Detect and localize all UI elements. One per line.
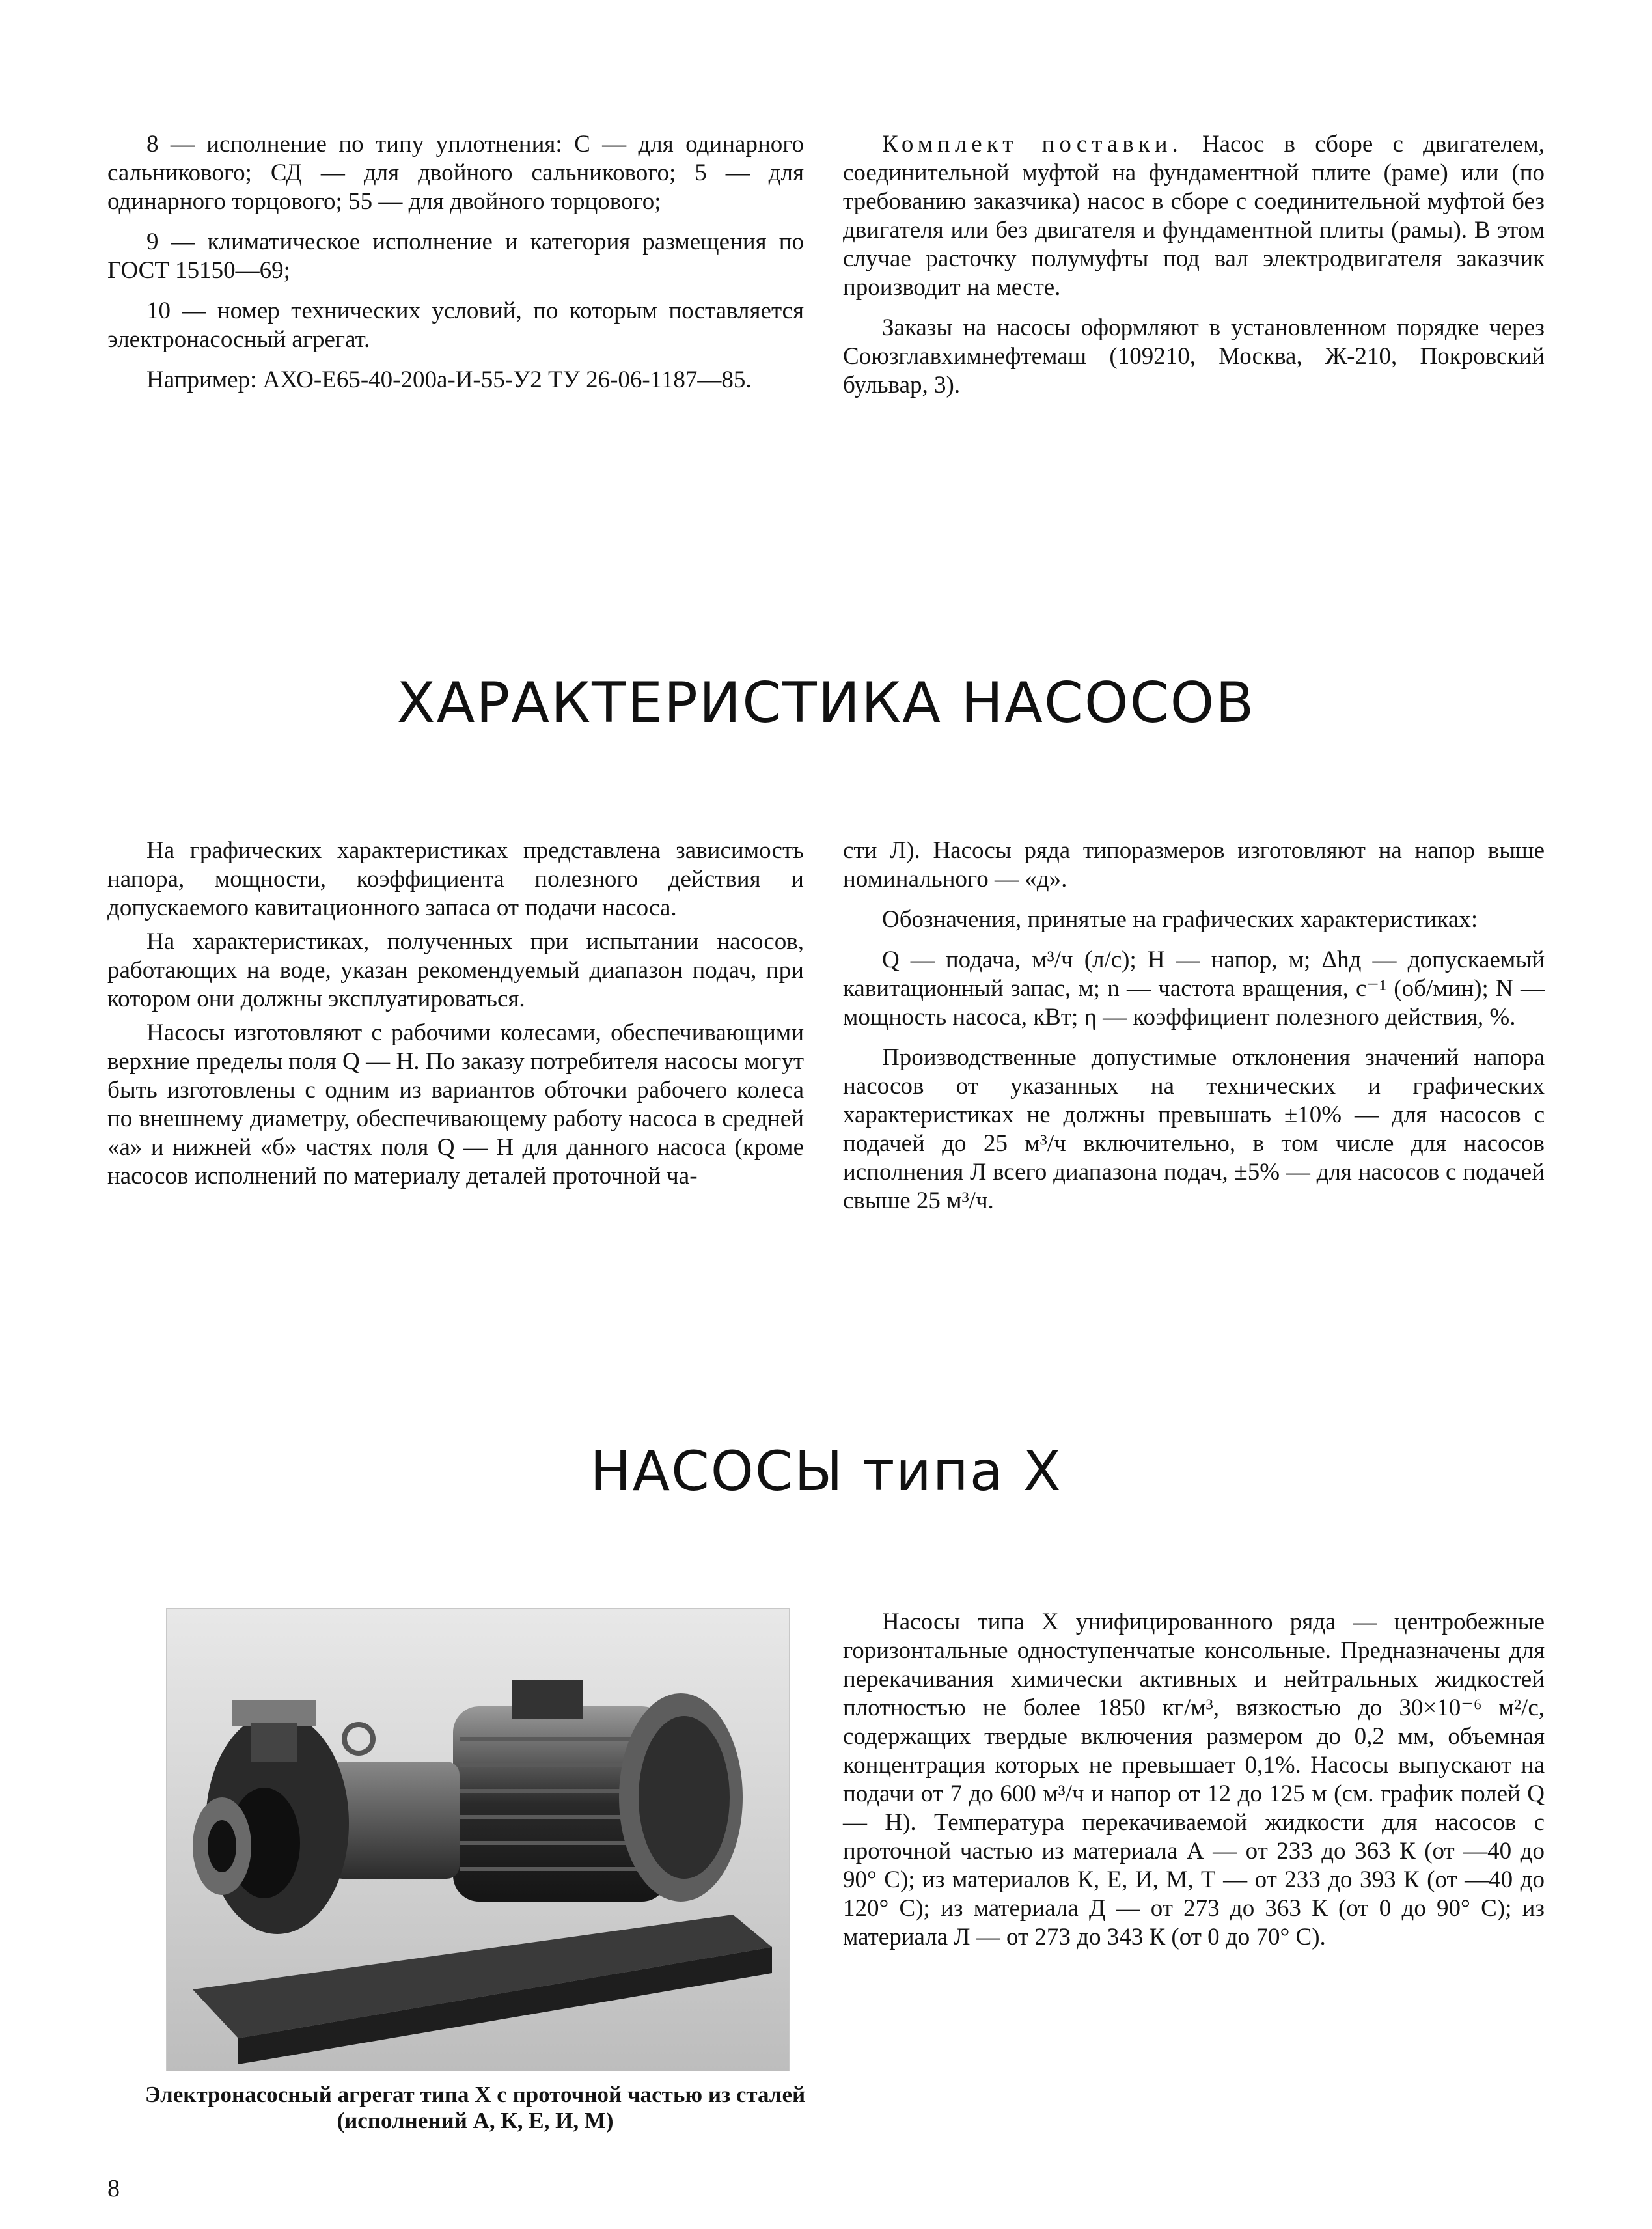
pump-unit-photo [166, 1608, 790, 2071]
pump-illustration [167, 1609, 789, 2071]
paragraph-climate: 9 — климатическое исполнение и категория размещения по ГОСТ 15150—69; [107, 228, 804, 284]
paragraph-delivery [843, 130, 1545, 302]
heading-characteristics: ХАРАКТЕРИСТИКА НАСОСОВ [396, 671, 1256, 736]
bottom-right-column [843, 1608, 1545, 1963]
paragraph-orders: Заказы на насосы оформляют в установленном порядке через Союзглавхимнефтемаш (109210, Москва, Ж-210, Покровский бульвар, 3). [843, 314, 1545, 398]
paragraph-overhead-pumps: сти Л). Насосы ряда типоразмеров изготовляют на напор выше номинального — «д». [843, 837, 1545, 893]
top-left-column [107, 130, 804, 406]
page-number: 8 [107, 2175, 120, 2202]
top-right-column [843, 130, 1545, 411]
paragraph-graph-dependence: На графических характеристиках представлена зависимость напора, мощности, коэффициента полезного действия и допускаемого кавитационного запаса от подачи насоса. [107, 837, 804, 921]
middle-right-column [843, 837, 1545, 1227]
paragraph-seal-type: 8 — исполнение по типу уплотнения: С — для одинарного сальникового; СД — для двойного сальникового; 5 — для одинарного торцового; 55 — для двойного торцового; [107, 131, 804, 215]
photo-caption: Электронасосный агрегат типа Х с проточной частью из сталей (исполнений А, К, Е, И, М) [145, 2082, 806, 2133]
paragraph-recommended-range: На характеристиках, полученных при испытании насосов, работающих на воде, указан рекомендуемый диапазон подач, при котором они должны эксплуатироваться. [107, 928, 804, 1012]
paragraph-example: Например: АХО-Е65-40-200а-И-55-У2 ТУ 26-06-1187—85. [146, 367, 752, 393]
paragraph-tech-conditions: 10 — номер технических условий, по которым поставляется электронасосный агрегат. [107, 298, 804, 353]
paragraph-notation: Q — подача, м³/ч (л/с); H — напор, м; Δhд — допускаемый кавитационный запас, м; n — частота вращения, с⁻¹ (об/мин); N — мощность насоса, кВт; η — коэффициент полезного действия, %. [843, 947, 1545, 1031]
middle-left-column [107, 837, 804, 1202]
delivery-text: Насос в сборе с двигателем, соединительной муфтой на фундаментной плите (раме) или (по требованию заказчика) насос в сборе с соединительной муфтой без двигателя или без двигателя и фундаментной плиты (рамы). В этом случае расточку полумуфты под вал электродвигателя заказчик производит на месте. [843, 131, 1545, 301]
paragraph-impellers: Насосы изготовляют с рабочими колесами, обеспечивающими верхние пределы поля Q — H. По заказу потребителя насосы могут быть изготовлены с одним из вариантов обточки рабочего колеса по внешнему диаметру, обеспечивающему работу насоса в средней «а» и нижней «б» частях поля Q — H для данного насоса (кроме насосов исполнений по материалу деталей проточной ча- [107, 1019, 804, 1189]
delivery-label: Комплект поставки. [882, 131, 1183, 158]
paragraph-notation-intro: Обозначения, принятые на графических характеристиках: [882, 906, 1478, 933]
paragraph-type-x-description: Насосы типа Х унифицированного ряда — центробежные горизонтальные одноступенчатые консольные. Предназначены для перекачивания химически активных и нейтральных жидкостей плотностью не более 1850 кг/м³, вязкостью до 30×10⁻⁶ м²/с, содержащих твердые включения размером до 0,2 мм, объемная концентрация которых не превышает 0,1%. Насосы выпускают на подачи от 7 до 600 м³/ч и напор от 12 до 125 м (см. график полей Q — H). Температура перекачиваемой жидкости для насосов с проточной частью из материала А — от 233 до 363 К (от —40 до 90° С); из материалов К, Е, И, М, Т — от 233 до 393 К (от —40 до 120° С); из материала Д — от 273 до 363 К (от 0 до 90° С); из материала Л — от 273 до 343 К (от 0 до 70° С). [843, 1609, 1545, 1950]
heading-pumps-type-x: НАСОСЫ типа Х [590, 1439, 1062, 1503]
paragraph-tolerances: Производственные допустимые отклонения значений напора насосов от указанных на технических и графических характеристиках не должны превышать ±10% — для насосов с подачей до 25 м³/ч включительно, в том числе для насосов исполнения Л всего диапазона подач, ±5% — для насосов с подачей свыше 25 м³/ч. [843, 1044, 1545, 1214]
